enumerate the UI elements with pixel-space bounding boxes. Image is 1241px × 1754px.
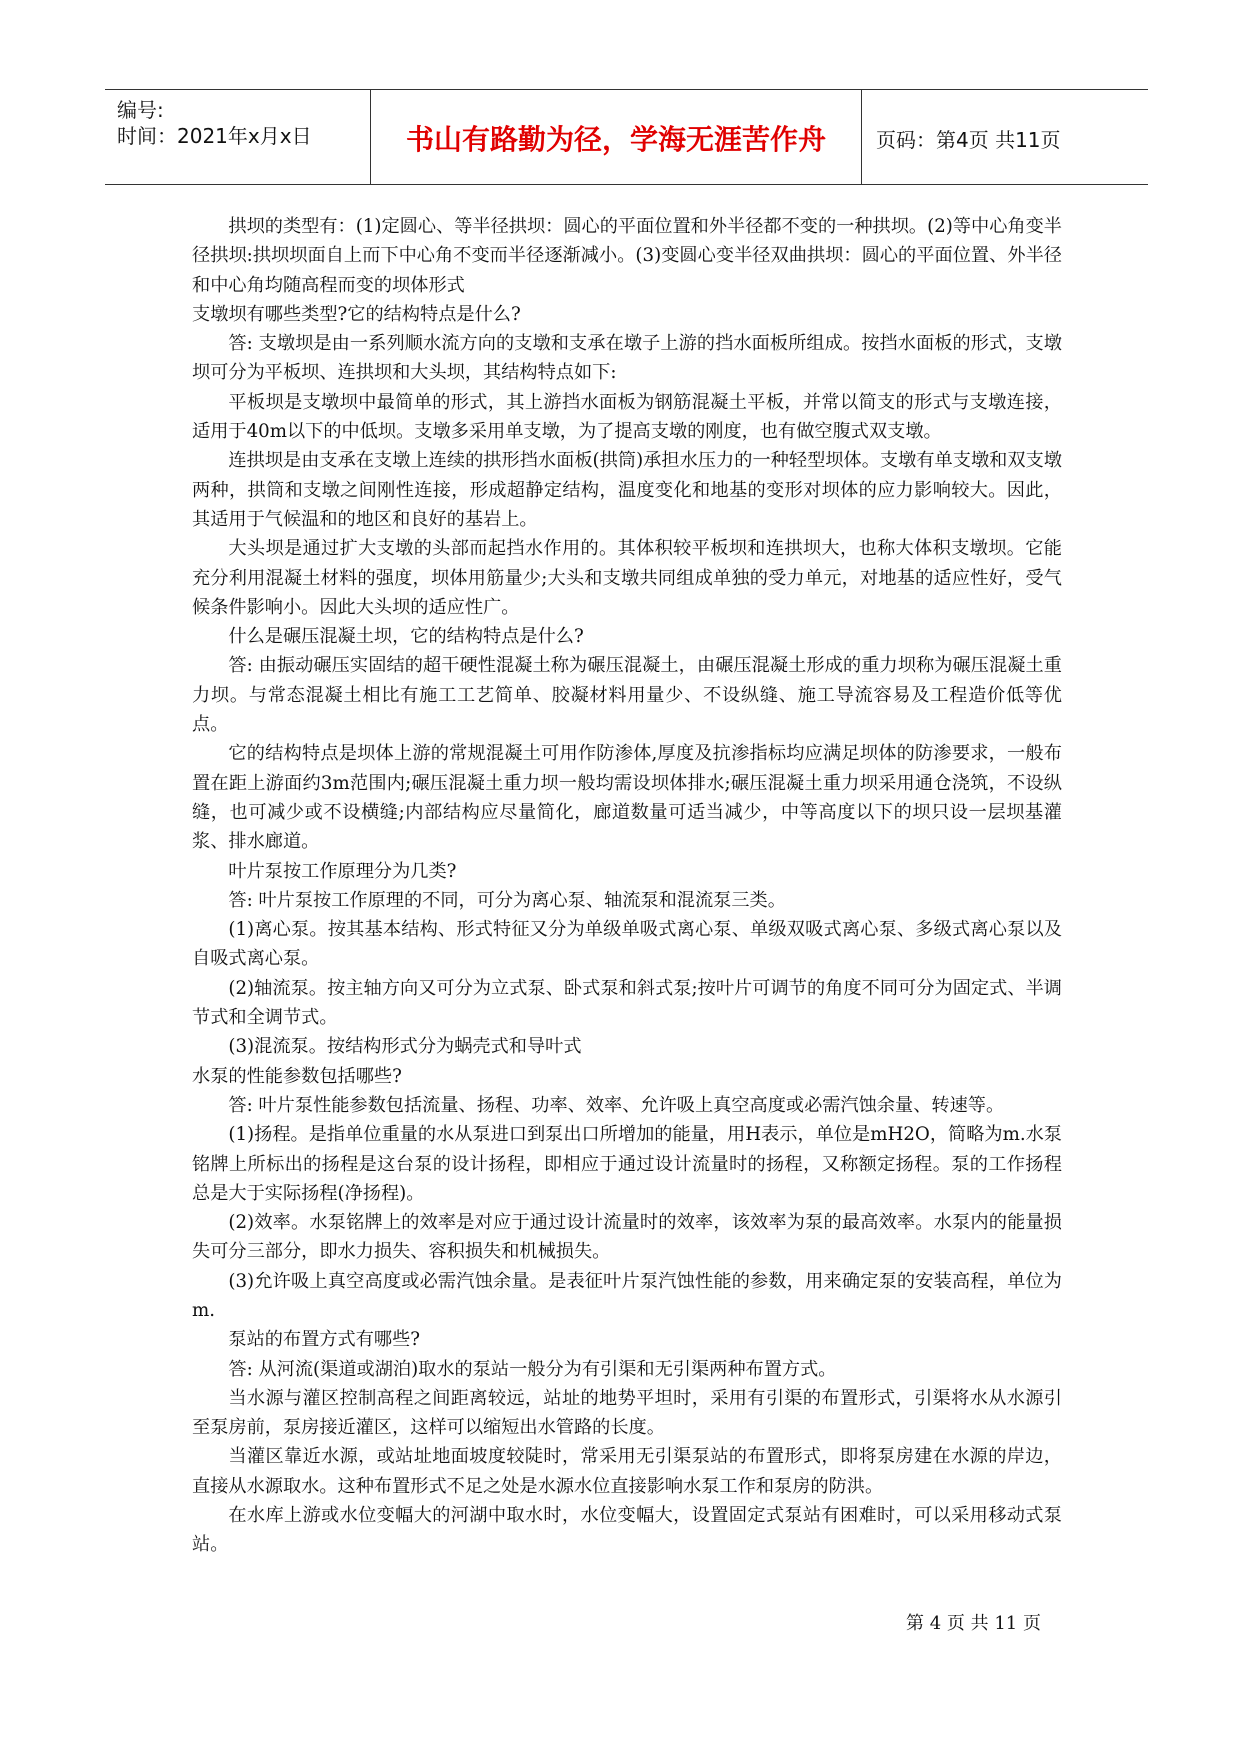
motto: 书山有路勤为径，学海无涯苦作舟	[405, 123, 826, 156]
paragraph: 在水库上游或水位变幅大的河湖中取水时，水位变幅大，设置固定式泵站有困难时，可以采用移动式泵站。	[192, 1505, 1062, 1556]
time-label: 时间：2021年x月x日	[117, 124, 312, 148]
header-left-cell	[105, 90, 370, 184]
header-middle-cell	[370, 90, 862, 184]
page-code: 页码：第4页 共11页	[876, 128, 1061, 152]
paragraph: (1)扬程。是指单位重量的水从泵进口到泵出口所增加的能量，用H表示，单位是mH2O，简略为m.水泵铭牌上所标出的扬程是这台泵的设计扬程，即相应于通过设计流量时的扬程，又称额定扬程。泵的工作扬程总是大于实际扬程(净扬程)。	[192, 1124, 1062, 1204]
paragraph: (2)效率。水泵铭牌上的效率是对应于通过设计流量时的效率，该效率为泵的最高效率。水泵内的能量损失可分三部分，即水力损失、容积损失和机械损失。	[192, 1212, 1062, 1263]
paragraph: 大头坝是通过扩大支墩的头部而起挡水作用的。其体积较平板坝和连拱坝大，也称大体积支墩坝。它能充分利用混凝土材料的强度，坝体用筋量少;大头和支墩共同组成单独的受力单元，对地基的适应性好，受气候条件影响小。因此大头坝的适应性广。	[192, 538, 1062, 618]
paragraph: 支墩坝有哪些类型?它的结构特点是什么?	[192, 303, 521, 325]
paragraph: 答: 从河流(渠道或湖泊)取水的泵站一般分为有引渠和无引渠两种布置方式。	[228, 1358, 837, 1380]
paragraph: 答: 支墩坝是由一系列顺水流方向的支墩和支承在墩子上游的挡水面板所组成。按挡水面板的形式，支墩坝可分为平板坝、连拱坝和大头坝，其结构特点如下:	[192, 333, 1062, 384]
paragraph: 当水源与灌区控制高程之间距离较远，站址的地势平坦时，采用有引渠的布置形式，引渠将水从水源引至泵房前，泵房接近灌区，这样可以缩短出水管路的长度。	[192, 1387, 1062, 1439]
paragraph: 水泵的性能参数包括哪些?	[192, 1065, 402, 1087]
paragraph: 叶片泵按工作原理分为几类?	[228, 860, 457, 882]
serial-label: 编号:	[117, 98, 164, 122]
paragraph: 连拱坝是由支承在支墩上连续的拱形挡水面板(拱筒)承担水压力的一种轻型坝体。支墩有单支墩和双支墩两种，拱筒和支墩之间刚性连接，形成超静定结构，温度变化和地基的变形对坝体的应力影响较大。因此，其适用于气候温和的地区和良好的基岩上。	[192, 450, 1062, 530]
paragraph: 什么是碾压混凝土坝，它的结构特点是什么?	[228, 626, 584, 648]
paragraph: 答: 由振动碾压实固结的超干硬性混凝土称为碾压混凝土，由碾压混凝土形成的重力坝称为碾压混凝土重力坝。与常态混凝土相比有施工工艺简单、胶凝材料用量少、不设纵缝、施工导流容易及工程造价低等优点。	[192, 655, 1062, 736]
paragraph: 答: 叶片泵性能参数包括流量、扬程、功率、效率、允许吸上真空高度或必需汽蚀余量、转速等。	[228, 1094, 1005, 1116]
page-header	[105, 89, 1148, 185]
paragraph: (1)离心泵。按其基本结构、形式特征又分为单级单吸式离心泵、单级双吸式离心泵、多级式离心泵以及自吸式离心泵。	[192, 919, 1062, 970]
paragraph: (2)轴流泵。按主轴方向又可分为立式泵、卧式泵和斜式泵;按叶片可调节的角度不同可分为固定式、半调节式和全调节式。	[192, 977, 1062, 1029]
paragraph: (3)混流泵。按结构形式分为蜗壳式和导叶式	[228, 1036, 582, 1058]
paragraph: 当灌区靠近水源，或站址地面坡度较陡时，常采用无引渠泵站的布置形式，即将泵房建在水源的岸边，直接从水源取水。这种布置形式不足之处是水源水位直接影响水泵工作和泵房的防洪。	[192, 1446, 1062, 1497]
paragraph: (3)允许吸上真空高度或必需汽蚀余量。是表征叶片泵汽蚀性能的参数，用来确定泵的安装高程，单位为m.	[192, 1270, 1062, 1321]
page-footer: 第 4 页 共 11 页	[906, 1613, 1041, 1634]
paragraph: 拱坝的类型有：(1)定圆心、等半径拱坝：圆心的平面位置和外半径都不变的一种拱坝。(2)等中心角变半径拱坝:拱坝坝面自上而下中心角不变而半径逐渐减小。(3)变圆心变半径双曲拱坝：圆心的平面位置、外半径和中心角均随高程而变的坝体形式	[192, 216, 1062, 296]
header-right-cell	[862, 90, 1148, 184]
paragraph: 它的结构特点是坝体上游的常规混凝土可用作防渗体,厚度及抗渗指标均应满足坝体的防渗要求，一般布置在距上游面约3m范围内;碾压混凝土重力坝一般均需设坝体排水;碾压混凝土重力坝采用通仓浇筑，不设纵缝，也可减少或不设横缝;内部结构应尽量简化，廊道数量可适当减少，中等高度以下的坝只设一层坝基灌浆、排水廊道。	[192, 743, 1062, 853]
paragraph: 平板坝是支墩坝中最简单的形式，其上游挡水面板为钢筋混凝土平板，并常以简支的形式与支墩连接，适用于40m以下的中低坝。支墩多采用单支墩，为了提高支墩的刚度，也有做空腹式双支墩。	[192, 391, 1062, 443]
paragraph: 泵站的布置方式有哪些?	[228, 1329, 421, 1351]
paragraph: 答: 叶片泵按工作原理的不同，可分为离心泵、轴流泵和混流泵三类。	[228, 889, 786, 911]
document-body	[192, 212, 1062, 1560]
